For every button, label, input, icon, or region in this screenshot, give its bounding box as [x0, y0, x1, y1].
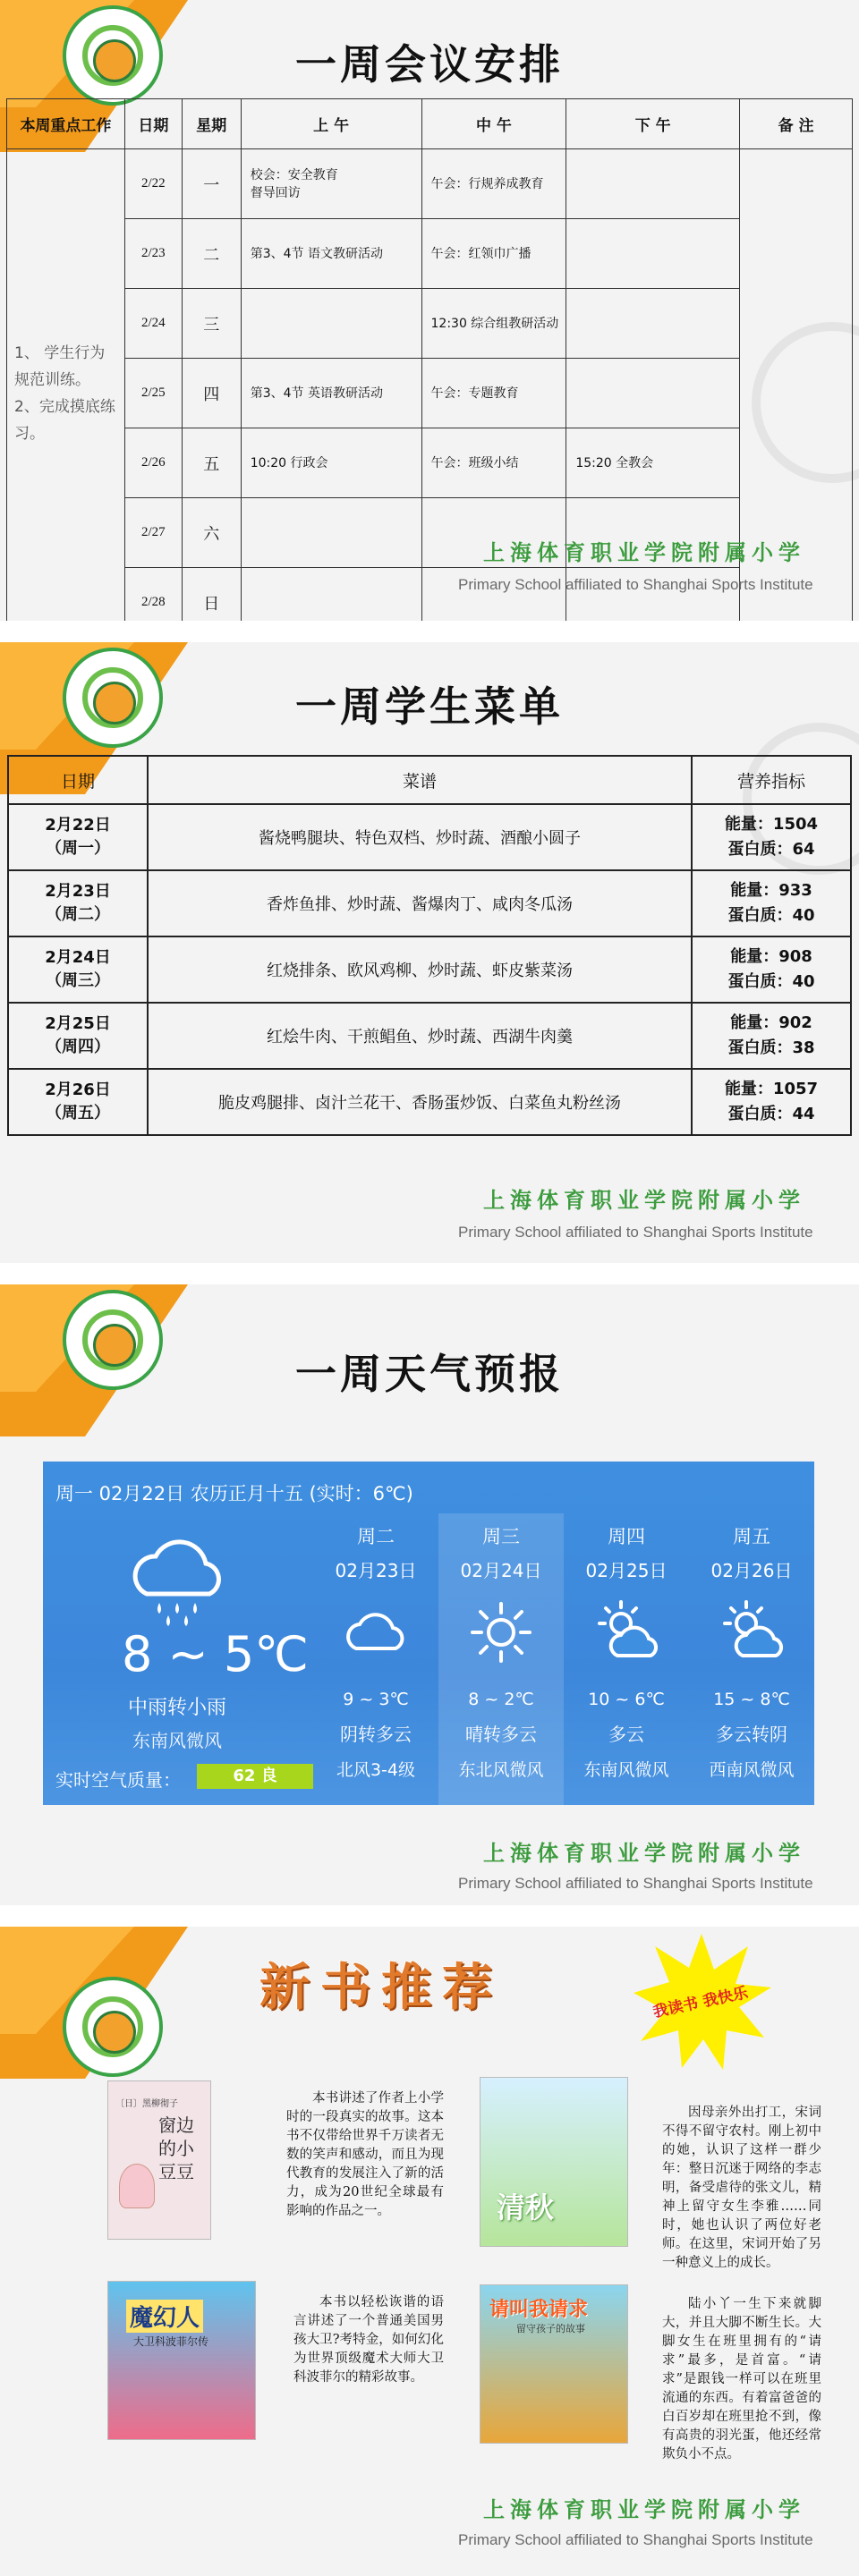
menu-dishes-cell: 红烧排条、欧风鸡柳、炒时蔬、虾皮紫菜汤: [148, 936, 692, 1003]
morning-cell: [241, 568, 421, 622]
forecast-weekday: 周五: [733, 1526, 770, 1547]
date-cell: 2/24: [124, 289, 182, 359]
girl-illustration: [119, 2164, 155, 2208]
book-cover-4: [480, 2284, 628, 2444]
header-nutrition: 营养指标: [692, 756, 851, 804]
forecast-wind: 北风3-4级: [336, 1760, 416, 1780]
weekly-focus-cell: 1、 学生行为规范训练。 2、完成摸底练习。: [7, 149, 125, 622]
menu-date: 2月25日: [45, 1014, 111, 1033]
book-cover-subtitle: 留守孩子的故事: [516, 2323, 585, 2334]
forecast-temp: 15 ~ 8℃: [713, 1690, 790, 1709]
forecast-temp: 10 ~ 6℃: [588, 1690, 665, 1709]
header-date: 日期: [8, 756, 148, 804]
book-author: 〔日〕黑柳彻子: [115, 2099, 178, 2109]
weekday-cell: 五: [182, 428, 241, 498]
noon-cell: 午会：班级小结: [421, 428, 566, 498]
school-name-en: Primary School affiliated to Shanghai Sports Institute: [458, 1224, 813, 1241]
header-date: 日期: [124, 99, 182, 149]
school-name-cn: 上海体育职业学院附属小学: [483, 1840, 805, 1866]
today-condition: 中雨转小雨: [127, 1697, 226, 1719]
menu-day: （周三）: [46, 971, 110, 990]
protein-value: 蛋白质：40: [727, 906, 815, 925]
table-row: [7, 359, 853, 428]
header-weekday: 星期: [182, 99, 241, 149]
afternoon-cell: [566, 219, 740, 289]
weather-slide: [0, 1284, 859, 1905]
air-quality-label: 实时空气质量：: [55, 1769, 181, 1791]
forecast-temp: 8 ~ 2℃: [468, 1690, 534, 1709]
protein-value: 蛋白质：40: [727, 972, 815, 991]
forecast-date: 02月26日: [710, 1560, 793, 1581]
forecast-wind: 东南风微风: [583, 1760, 669, 1780]
protein-value: 蛋白质：38: [727, 1038, 815, 1057]
energy-value: 能量：933: [730, 881, 812, 900]
forecast-wind: 西南风微风: [709, 1760, 795, 1780]
protein-value: 蛋白质：64: [727, 840, 815, 859]
partly-cloudy-icon: [716, 1597, 787, 1668]
table-row: [8, 936, 851, 1003]
menu-date-cell: [8, 870, 148, 936]
afternoon-cell: 15:20 全教会: [566, 428, 740, 498]
header-afternoon: 下 午: [566, 99, 740, 149]
afternoon-cell: [566, 359, 740, 428]
table-row: [7, 219, 853, 289]
morning-cell: 10:20 行政会: [241, 428, 421, 498]
forecast-condition: 晴转多云: [465, 1724, 537, 1745]
school-name-en: Primary School affiliated to Shanghai Sports Institute: [458, 1875, 813, 1892]
menu-nutrition-cell: [692, 870, 851, 936]
date-cell: 2/27: [124, 498, 182, 568]
weekday-cell: 二: [182, 219, 241, 289]
weekday-cell: 四: [182, 359, 241, 428]
books-slide: [0, 1927, 859, 2576]
forecast-date: 02月25日: [585, 1560, 668, 1581]
book-cover-2: [480, 2077, 628, 2247]
morning-cell: [241, 289, 421, 359]
forecast-day[interactable]: [313, 1513, 438, 1805]
badge-text: 我读书 我快乐: [651, 1984, 750, 2022]
menu-nutrition-cell: [692, 804, 851, 870]
school-name-cn: 上海体育职业学院附属小学: [483, 1187, 805, 1213]
air-quality-badge: 62 良: [197, 1764, 313, 1789]
noon-cell: 午会：红领巾广播: [421, 219, 566, 289]
book-cover-title: 窗边的小豆豆: [158, 2114, 194, 2182]
menu-date: 2月26日: [45, 1080, 111, 1099]
morning-cell: 校会：安全教育 督导回访: [241, 149, 421, 219]
menu-date-cell: [8, 936, 148, 1003]
noon-cell: 12:30 综合组教研活动: [421, 289, 566, 359]
forecast-weekday: 周四: [608, 1526, 645, 1547]
rain-cloud-icon: [120, 1538, 236, 1628]
forecast-day[interactable]: [689, 1513, 814, 1805]
date-cell: 2/23: [124, 219, 182, 289]
forecast-condition: 阴转多云: [340, 1724, 412, 1745]
book-cover-title: 魔幻人: [126, 2300, 203, 2333]
page-title: 一周会议安排: [295, 40, 564, 89]
menu-date-cell: [8, 1069, 148, 1135]
menu-dishes-cell: 香炸鱼排、炒时蔬、酱爆肉丁、咸肉冬瓜汤: [148, 870, 692, 936]
book-cover-3: [107, 2281, 256, 2440]
menu-day: （周四）: [46, 1038, 110, 1056]
book-cover-subtitle: 大卫科波菲尔传: [133, 2335, 209, 2348]
morning-cell: 第3、4节 英语教研活动: [241, 359, 421, 428]
table-header-row: [8, 756, 851, 804]
forecast-weekday: 周三: [482, 1526, 520, 1547]
book-description-3: 本书以轻松诙谐的语言讲述了一个普通美国男孩大卫?考特金，如何幻化为世界顶级魔术大师大卫科波菲尔的精彩故事。: [293, 2295, 444, 2385]
book-description-1: 本书讲述了作者上小学时的一段真实的故事。这本书不仅带给世界千万读者无数的笑声和感动，而且为现代教育的发展注入了新的活力，成为20世纪全球最有影响的作品之一。: [286, 2091, 444, 2218]
menu-dishes-cell: 红烩牛肉、干煎鲳鱼、炒时蔬、西湖牛肉羹: [148, 1003, 692, 1069]
menu-day: （周五）: [46, 1104, 110, 1123]
weekday-cell: 三: [182, 289, 241, 359]
weekday-cell: 日: [182, 568, 241, 622]
menu-nutrition-cell: [692, 1069, 851, 1135]
menu-dishes-cell: 脆皮鸡腿排、卤汁兰花干、香肠蛋炒饭、白菜鱼丸粉丝汤: [148, 1069, 692, 1135]
cloud-icon: [340, 1597, 412, 1668]
header-noon: 中 午: [421, 99, 566, 149]
date-cell: 2/28: [124, 568, 182, 622]
menu-table: [7, 755, 852, 1136]
meeting-slide: [0, 0, 859, 621]
afternoon-cell: [566, 289, 740, 359]
afternoon-cell: [566, 149, 740, 219]
header-dishes: 菜谱: [148, 756, 692, 804]
weather-widget: [43, 1462, 814, 1805]
menu-nutrition-cell: [692, 936, 851, 1003]
forecast-day[interactable]: [438, 1513, 564, 1805]
today-summary: 周一 02月22日 农历正月十五 (实时：6℃): [55, 1483, 413, 1504]
table-row: [8, 870, 851, 936]
book-description-2: 因母亲外出打工，宋词不得不留守农村。刚上初中的她，认识了这样一群少年：整日沉迷于网络的李志明，备受虐待的张文儿，精神上留守女生李雅……同时，她也认识了两位好老师。在这里，宋词开始了另一种意义上的成长。: [662, 2106, 821, 2270]
table-row: [8, 1003, 851, 1069]
starburst-badge: [630, 1930, 773, 2073]
header-focus: 本周重点工作: [7, 99, 125, 149]
table-row: [8, 1069, 851, 1135]
energy-value: 能量：908: [730, 947, 812, 966]
weekday-cell: 一: [182, 149, 241, 219]
table-row: [8, 804, 851, 870]
energy-value: 能量：1504: [724, 815, 819, 834]
book-cover-1: [107, 2080, 211, 2240]
school-name-cn: 上海体育职业学院附属小学: [483, 2496, 805, 2522]
forecast-condition: 多云: [608, 1724, 644, 1745]
menu-date-cell: [8, 804, 148, 870]
forecast-day[interactable]: [564, 1513, 689, 1805]
menu-date: 2月23日: [45, 882, 111, 901]
table-row: [7, 149, 853, 219]
energy-value: 能量：902: [730, 1013, 812, 1032]
menu-day: （周一）: [46, 839, 110, 858]
menu-date: 2月22日: [45, 816, 111, 835]
forecast-date: 02月24日: [460, 1560, 542, 1581]
menu-dishes-cell: 酱烧鸭腿块、特色双档、炒时蔬、酒酿小圆子: [148, 804, 692, 870]
today-temperature: 8 ~ 5℃: [122, 1626, 309, 1682]
menu-day: （周二）: [46, 905, 110, 924]
table-row: [7, 428, 853, 498]
forecast-date: 02月23日: [335, 1560, 417, 1581]
header-remarks: 备 注: [740, 99, 853, 149]
school-logo: [63, 1977, 163, 2077]
today-wind: 东南风微风: [132, 1730, 222, 1751]
forecast-temp: 9 ~ 3℃: [343, 1690, 409, 1709]
page-title: 新书推荐: [259, 1958, 503, 2017]
weekday-cell: 六: [182, 498, 241, 568]
noon-cell: 午会：行规养成教育: [421, 149, 566, 219]
table-header-row: [7, 99, 853, 149]
date-cell: 2/25: [124, 359, 182, 428]
page-title: 一周天气预报: [295, 1350, 564, 1398]
menu-date-cell: [8, 1003, 148, 1069]
forecast-weekday: 周二: [357, 1526, 395, 1547]
forecast-condition: 多云转阴: [716, 1724, 787, 1745]
partly-cloudy-icon: [591, 1597, 662, 1668]
book-cover-title: 清秋: [497, 2190, 555, 2224]
school-name-cn: 上海体育职业学院附属小学: [483, 539, 805, 565]
page-title: 一周学生菜单: [295, 682, 564, 731]
school-name-en: Primary School affiliated to Shanghai Sports Institute: [458, 2531, 813, 2548]
noon-cell: 午会：专题教育: [421, 359, 566, 428]
book-cover-title: 请叫我请求: [489, 2298, 589, 2321]
forecast-wind: 东北风微风: [458, 1760, 544, 1780]
date-cell: 2/22: [124, 149, 182, 219]
header-morning: 上 午: [241, 99, 421, 149]
menu-date: 2月24日: [45, 948, 111, 967]
morning-cell: [241, 498, 421, 568]
morning-cell: 第3、4节 语文教研活动: [241, 219, 421, 289]
protein-value: 蛋白质：44: [727, 1105, 815, 1123]
menu-nutrition-cell: [692, 1003, 851, 1069]
book-description-4: 陆小丫一生下来就脚大，并且大脚不断生长。大脚女生在班里拥有的“请求”最多，是首富。“请求”是跟钱一样可以在班里流通的东西。有着富爸爸的白百岁却在班里抢不到，像有高贵的羽光蛋，他还经常欺负小不点。: [662, 2297, 821, 2462]
table-row: [7, 289, 853, 359]
energy-value: 能量：1057: [724, 1080, 819, 1098]
school-name-en: Primary School affiliated to Shanghai Sports Institute: [458, 576, 813, 593]
menu-slide: [0, 642, 859, 1263]
sun-icon: [465, 1597, 537, 1668]
date-cell: 2/26: [124, 428, 182, 498]
